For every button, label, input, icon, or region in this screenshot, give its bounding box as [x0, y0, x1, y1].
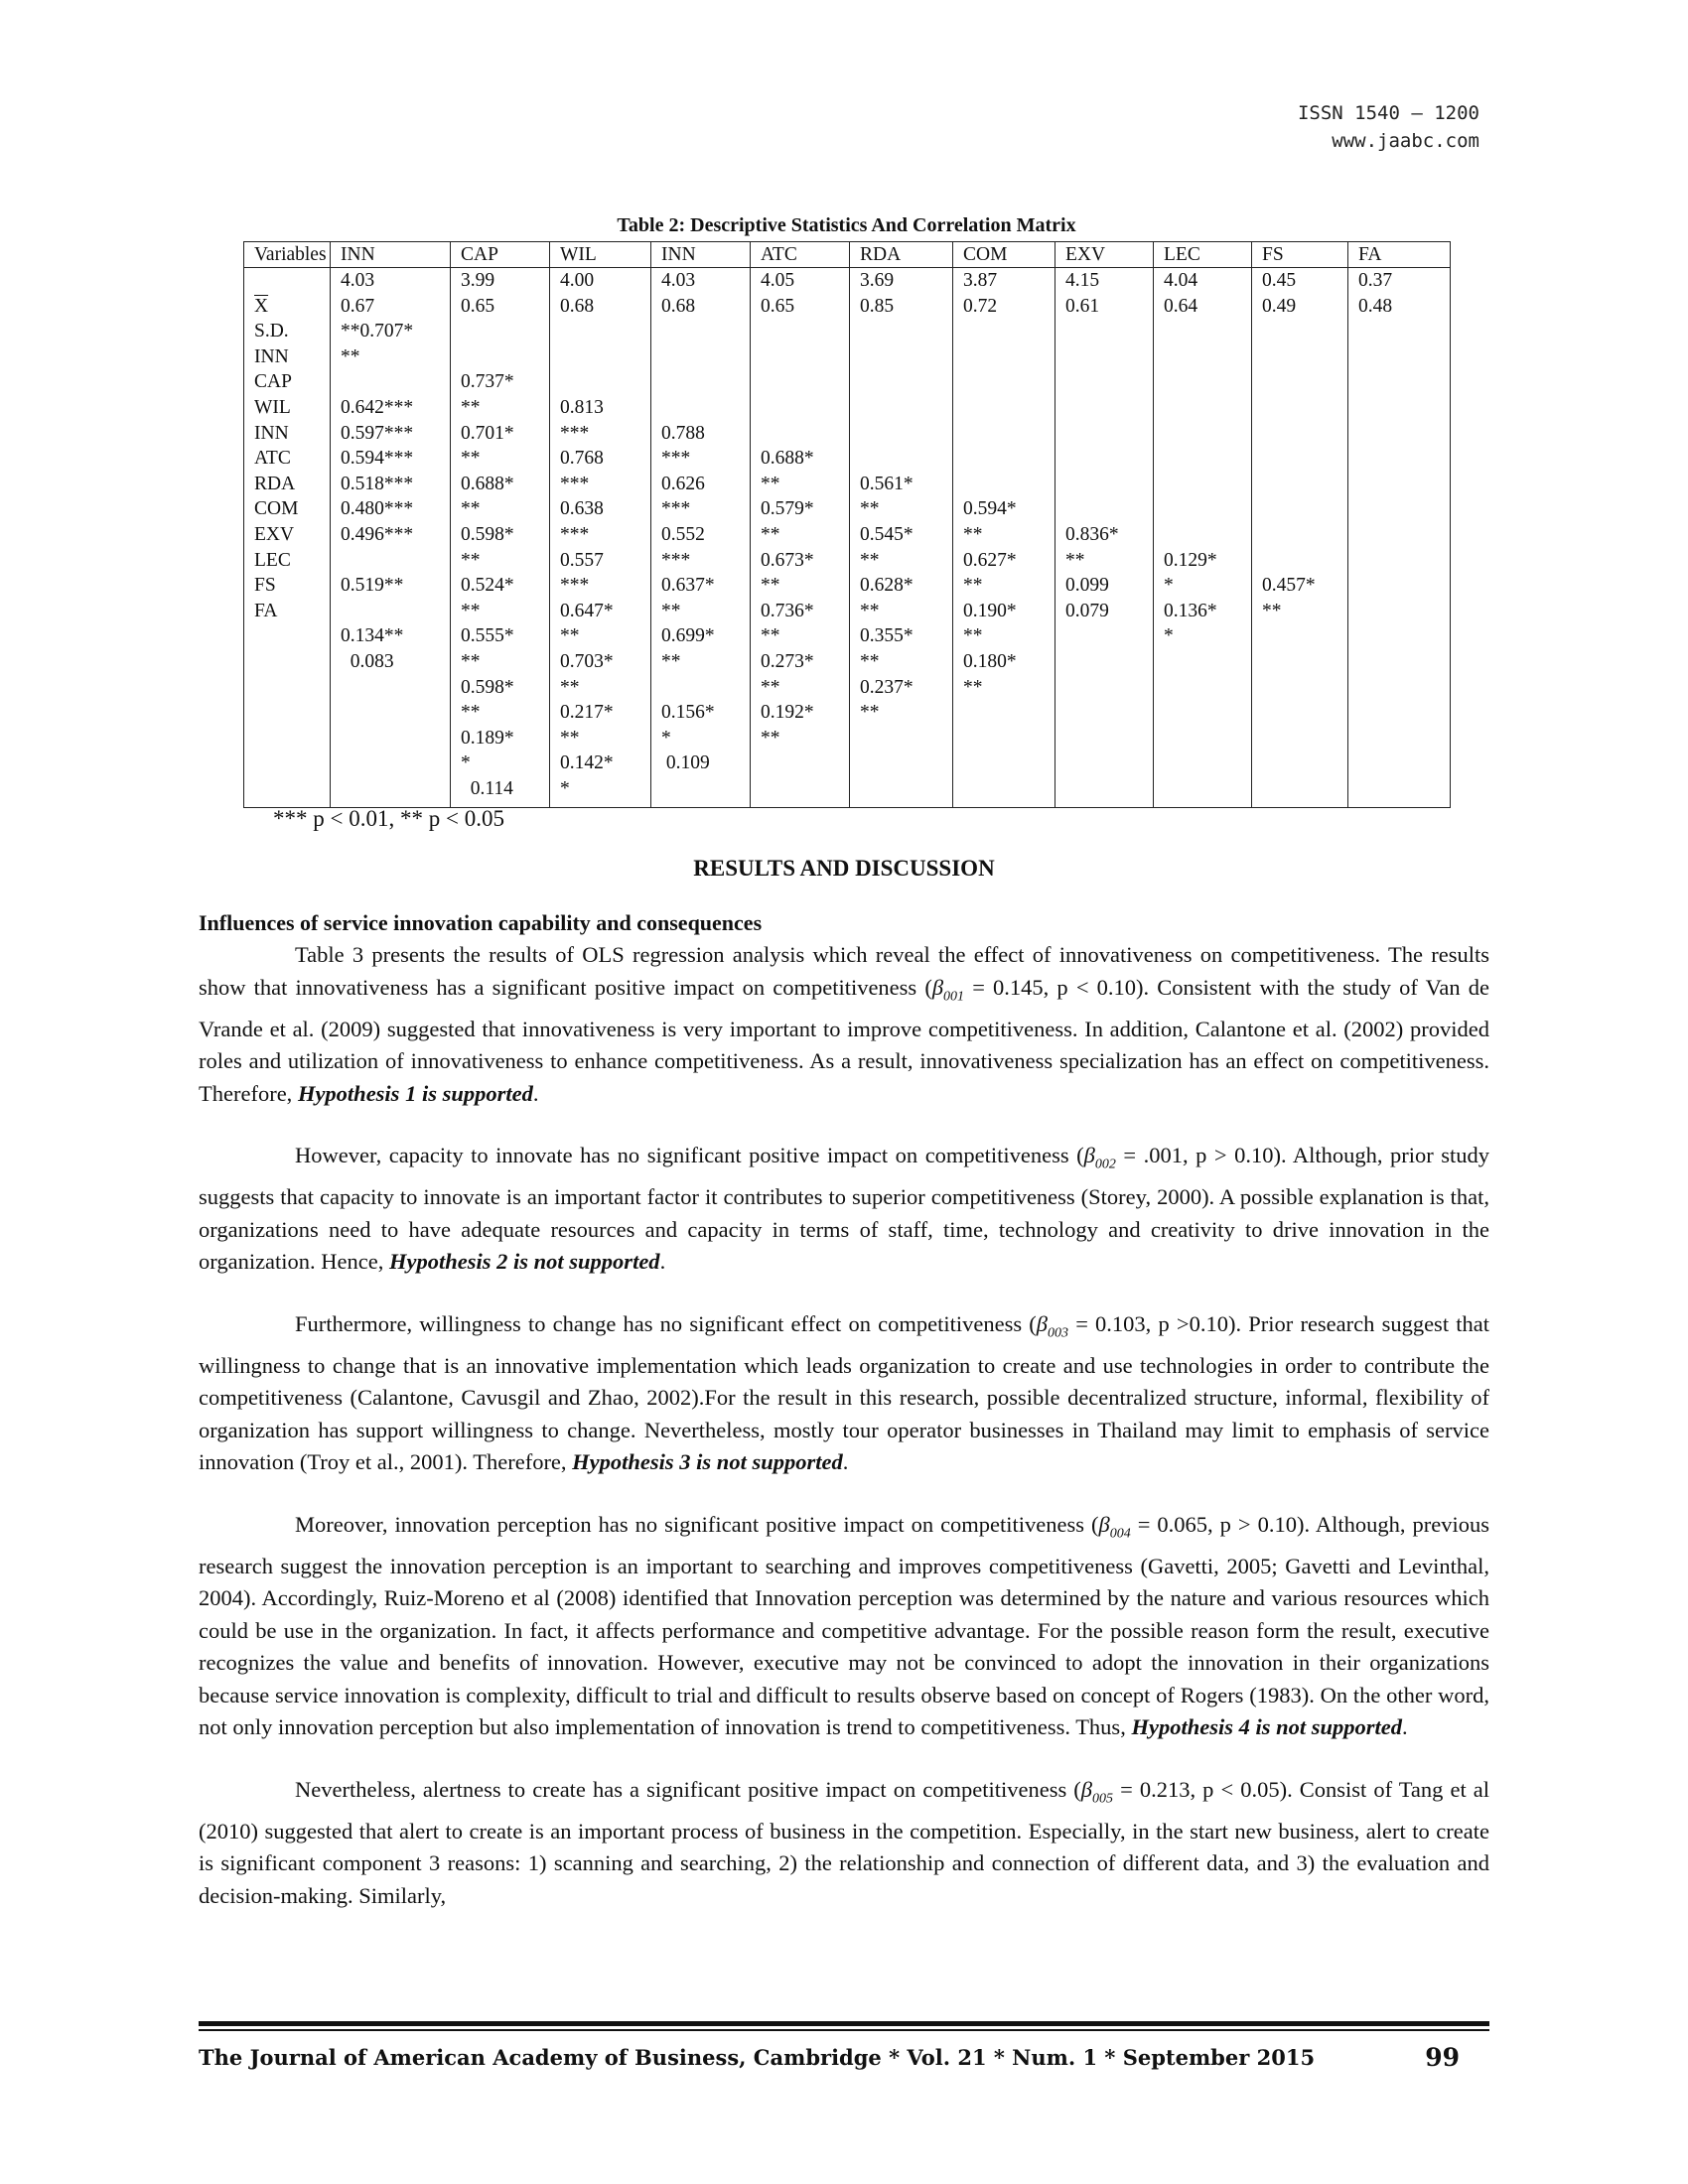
- table-value: **: [963, 575, 983, 597]
- table-value: [1262, 369, 1347, 395]
- table-value: 0.134**: [341, 625, 404, 647]
- beta-symbol: β: [1083, 1143, 1095, 1167]
- table-value: 0.190*: [963, 600, 1017, 621]
- correlation-table: [243, 241, 1451, 808]
- footer-journal: The Journal of American Academy of Business, Cambridge * Vol. 21 * Num. 1 * September 2015: [199, 2045, 1316, 2070]
- table-value: [1164, 395, 1251, 421]
- table-value: **: [461, 650, 481, 672]
- beta-subscript: 001: [943, 989, 965, 1004]
- table-value: **: [461, 448, 481, 470]
- table-footnote: *** p < 0.01, ** p < 0.05: [273, 806, 504, 831]
- table-value: *: [461, 752, 471, 774]
- table-value: **: [963, 625, 983, 647]
- body-text: [199, 939, 1489, 1942]
- paragraph-text: = 0.103, p >0.10). Prior research suggest that willingness to change that is an innovative implementation which leads organization to create and use technologies in order to contribute the competitiveness (Calantone, Cavusgil and Zhao, 2002).For the result in this research, possible decentralized structure, informal, flexibility of organization has support willingness to change. Nevertheless, mostly tour operator businesses in Thailand may limit to emphasis of service innovation (Troy et al., 2001). Therefore,: [199, 1310, 1489, 1474]
- table-value: **: [661, 600, 681, 621]
- table-value: 0.496***: [341, 523, 414, 545]
- table-value: [1065, 446, 1153, 472]
- table-value: [1262, 522, 1347, 548]
- table-value: 0.628*: [860, 575, 914, 597]
- table-column-cell: [850, 268, 953, 808]
- table-header-cell: ATC: [751, 242, 850, 268]
- table-value: ***: [661, 498, 691, 520]
- table-value: **: [860, 702, 880, 724]
- table-value: [661, 395, 750, 421]
- table-value: 3.87: [963, 270, 998, 291]
- table-value: **: [860, 600, 880, 621]
- table-value: 0.48: [1358, 295, 1393, 317]
- table-value: **: [860, 549, 880, 571]
- table-value: **: [461, 600, 481, 621]
- table-value: **: [461, 498, 481, 520]
- table-value: [661, 675, 750, 701]
- table-body-row: [244, 268, 1451, 808]
- table-value: [1164, 446, 1251, 472]
- table-value: [1164, 522, 1251, 548]
- table-value: 0.561*: [860, 473, 914, 494]
- table-header-cell: EXV: [1055, 242, 1154, 268]
- table-value: 0.598*: [461, 676, 514, 698]
- table-value: [560, 369, 650, 395]
- table-column-cell: [651, 268, 751, 808]
- row-label: FS: [254, 575, 276, 597]
- table-value: 0.189*: [461, 727, 514, 749]
- paragraph-text: .: [532, 1080, 539, 1106]
- beta-subscript: 002: [1094, 1157, 1116, 1172]
- table-value: [761, 369, 849, 395]
- table-value: 0.703*: [560, 650, 614, 672]
- table-value: 0.083: [341, 650, 394, 672]
- table-value: [560, 344, 650, 370]
- table-value: 0.701*: [461, 422, 514, 444]
- table-value: [1065, 319, 1153, 344]
- row-label: EXV: [254, 523, 295, 545]
- table-value: 0.518***: [341, 473, 414, 494]
- table-value: **: [761, 676, 780, 698]
- table-header-cell: CAP: [451, 242, 550, 268]
- row-label: CAP: [254, 371, 292, 393]
- table-value: [761, 344, 849, 370]
- paragraph-text: Moreover, innovation perception has no significant positive impact on competitiveness (: [295, 1511, 1099, 1537]
- table-value: 0.65: [461, 295, 495, 317]
- paragraph-1: [199, 939, 1489, 1110]
- table-value: 3.69: [860, 270, 895, 291]
- paragraph-text: Table 3 presents the results of OLS regression analysis which reveal the effect of innovativeness on competitiveness. The results show that innovativeness has a significant positive impact on competitiveness (: [199, 942, 1489, 1000]
- table-value: 0.480***: [341, 498, 414, 520]
- table-value: 0.355*: [860, 625, 914, 647]
- table-value: **: [761, 473, 780, 494]
- table-value: **: [661, 650, 681, 672]
- table-value: [1262, 446, 1347, 472]
- table-value: [341, 369, 450, 395]
- table-value: 0.768: [560, 448, 604, 470]
- table-value: [661, 319, 750, 344]
- row-label: FA: [254, 600, 278, 621]
- table-value: 0.68: [560, 295, 595, 317]
- table-value: **: [860, 498, 880, 520]
- table-column-cell: [1154, 268, 1252, 808]
- table-value: *: [560, 777, 570, 799]
- table-value: 0.688*: [761, 448, 814, 470]
- table-value: [1262, 319, 1347, 344]
- beta-symbol: β: [1098, 1511, 1110, 1537]
- table-value: 0.273*: [761, 650, 814, 672]
- table-column-cell: [331, 268, 451, 808]
- row-label: COM: [254, 498, 299, 520]
- table-value: [1065, 421, 1153, 447]
- table-value: [661, 369, 750, 395]
- table-value: [860, 395, 952, 421]
- row-label: LEC: [254, 549, 291, 571]
- table-value: 0.129*: [1164, 549, 1217, 571]
- footer-rule-thin: [199, 2029, 1489, 2031]
- table-value: 4.03: [661, 270, 696, 291]
- table-column-cell: [1055, 268, 1154, 808]
- table-value: 0.813: [560, 396, 604, 418]
- table-value: 0.557: [560, 549, 604, 571]
- table-value: 0.637*: [661, 575, 715, 597]
- table-value: [1262, 344, 1347, 370]
- table-header-cell: INN: [651, 242, 751, 268]
- table-value: **: [963, 523, 983, 545]
- table-value: 0.788: [661, 422, 705, 444]
- table-value: 0.594***: [341, 448, 414, 470]
- subsection-heading: Influences of service innovation capability and consequences: [199, 910, 763, 935]
- table-value: [560, 319, 650, 344]
- table-value: 0.85: [860, 295, 895, 317]
- page-number: 99: [1425, 2043, 1460, 2072]
- table-value: [1065, 496, 1153, 522]
- table-value: **: [1065, 549, 1085, 571]
- table-column-cell: [953, 268, 1055, 808]
- table-value: 0.156*: [661, 702, 715, 724]
- row-label: RDA: [254, 473, 296, 494]
- table-value: *: [1164, 575, 1174, 597]
- table-value: [963, 446, 1055, 472]
- table-value: [1262, 496, 1347, 522]
- paragraph-3: [199, 1308, 1489, 1479]
- table-value: **: [761, 575, 780, 597]
- table-value: 0.237*: [860, 676, 914, 698]
- table-value: 0.647*: [560, 600, 614, 621]
- table-value: ***: [560, 523, 590, 545]
- hypothesis-result: Hypothesis 2 is not supported: [389, 1249, 660, 1274]
- beta-symbol: β: [1036, 1310, 1049, 1336]
- table-value: 0.079: [1065, 600, 1109, 621]
- table-value: ***: [560, 473, 590, 494]
- table-value: 0.597***: [341, 422, 414, 444]
- table-value: ***: [560, 575, 590, 597]
- table-title: Table 2: Descriptive Statistics And Correlation Matrix: [617, 214, 1076, 236]
- paragraph-text: .: [842, 1449, 849, 1474]
- table-value: [461, 344, 549, 370]
- table-value: [1164, 344, 1251, 370]
- paragraph-5: [199, 1774, 1489, 1913]
- paragraph-text: Nevertheless, alertness to create has a significant positive impact on competitiveness (: [295, 1776, 1081, 1802]
- table-value: **: [761, 727, 780, 749]
- table-value: 0.642***: [341, 396, 414, 418]
- table-value: 0.598*: [461, 523, 514, 545]
- paragraph-text: = 0.145, p < 0.10). Consistent with the study of Van de Vrande et al. (2009) suggested that innovativeness is very important to improve competitiveness. In addition, Calantone et al. (2002) provided roles and utilization of innovativeness to enhance competitiveness. As a result, innovativeness specialization has an effect on competitiveness. Therefore,: [199, 974, 1489, 1106]
- table-value: **: [761, 523, 780, 545]
- row-label: INN: [254, 345, 289, 367]
- table-header-cell: FA: [1348, 242, 1451, 268]
- table-header-cell: INN: [331, 242, 451, 268]
- table-value: 0.594*: [963, 498, 1017, 520]
- table-value: **: [341, 345, 360, 367]
- table-value: **: [1262, 600, 1282, 621]
- table-value: 0.67: [341, 295, 375, 317]
- table-value: 0.192*: [761, 702, 814, 724]
- table-column-cell: [244, 268, 331, 808]
- journal-identifier: [1298, 99, 1479, 155]
- table-value: 0.68: [661, 295, 696, 317]
- table-value: [341, 599, 450, 624]
- table-value: [1065, 395, 1153, 421]
- table-value: [860, 344, 952, 370]
- table-value: 0.579*: [761, 498, 814, 520]
- table-value: 0.737*: [461, 371, 514, 393]
- table-value: 0.736*: [761, 600, 814, 621]
- table-value: 0.109: [661, 752, 710, 774]
- hypothesis-result: Hypothesis 1 is supported: [297, 1080, 533, 1106]
- table-value: [761, 395, 849, 421]
- table-value: [963, 395, 1055, 421]
- table-value: [1065, 472, 1153, 497]
- table-value: **: [461, 549, 481, 571]
- table-value: [1164, 421, 1251, 447]
- table-value: 0.136*: [1164, 600, 1217, 621]
- table-value: 0.524*: [461, 575, 514, 597]
- table-value: [1164, 319, 1251, 344]
- row-label: [254, 268, 330, 294]
- table-value: 0.180*: [963, 650, 1017, 672]
- table-value: [860, 369, 952, 395]
- row-label: INN: [254, 422, 289, 444]
- table-header-cell: FS: [1252, 242, 1348, 268]
- paragraph-text: Furthermore, willingness to change has no significant effect on competitiveness (: [295, 1310, 1037, 1336]
- hypothesis-result: Hypothesis 4 is not supported: [1131, 1714, 1402, 1739]
- table-value: **: [560, 625, 580, 647]
- table-value: **0.707*: [341, 321, 414, 342]
- table-value: [860, 319, 952, 344]
- paragraph-2: [199, 1140, 1489, 1279]
- table-value: 0.627*: [963, 549, 1017, 571]
- table-header-cell: RDA: [850, 242, 953, 268]
- table-value: 4.05: [761, 270, 795, 291]
- table-value: 0.626: [661, 473, 705, 494]
- table-value: 0.64: [1164, 295, 1198, 317]
- paragraph-text: .: [659, 1249, 666, 1274]
- row-label: $\overline{X}$: [254, 295, 269, 317]
- table-value: 0.37: [1358, 270, 1393, 291]
- beta-symbol: β: [931, 974, 944, 1000]
- table-value: 0.638: [560, 498, 604, 520]
- table-value: ***: [661, 448, 691, 470]
- table-column-cell: [550, 268, 651, 808]
- table-value: [661, 344, 750, 370]
- table-value: [1164, 472, 1251, 497]
- table-value: **: [560, 727, 580, 749]
- table-value: 0.699*: [661, 625, 715, 647]
- table-value: [341, 548, 450, 574]
- table-value: [761, 421, 849, 447]
- table-value: [1065, 344, 1153, 370]
- table-value: [860, 446, 952, 472]
- table-value: [761, 319, 849, 344]
- row-label: WIL: [254, 396, 291, 418]
- table-value: **: [761, 625, 780, 647]
- table-value: *: [1164, 625, 1174, 647]
- table-value: [963, 421, 1055, 447]
- table-value: ***: [661, 549, 691, 571]
- table-value: 4.03: [341, 270, 375, 291]
- table-value: [963, 344, 1055, 370]
- website-text: www.jaabc.com: [1332, 130, 1479, 152]
- table-value: 0.217*: [560, 702, 614, 724]
- paragraph-text: = 0.065, p > 0.10). Although, previous research suggest the innovation perception is an important to searching and improves competitiveness (Gavetti, 2005; Gavetti and Levinthal, 2004). Accordingly, Ruiz-Moreno et al (2008) identified that Innovation perception was determined by the nature and various resources which could be use in the organization. In fact, it affects performance and competitive advantage. For the possible reason form the result, executive recognizes the value and benefits of innovation. However, executive may not be convinced to adopt the innovation in their organizations because service innovation is complexity, difficult to trial and difficult to results observe based on concept of Rogers (1983). On the other word, not only innovation perception but also implementation of innovation is trend to competitiveness. Thus,: [199, 1511, 1489, 1739]
- table-value: ***: [560, 422, 590, 444]
- table-value: 0.457*: [1262, 575, 1316, 597]
- table-value: **: [860, 650, 880, 672]
- table-value: *: [661, 727, 671, 749]
- table-value: [963, 472, 1055, 497]
- table-value: [963, 369, 1055, 395]
- table-value: [1262, 548, 1347, 574]
- table-value: [1065, 369, 1153, 395]
- table-value: 0.555*: [461, 625, 514, 647]
- paragraph-text: = .001, p > 0.10). Although, prior study suggests that capacity to innovate is an important factor it contributes to superior competitiveness (Storey, 2000). A possible explanation is that, organizations need to have adequate resources and capacity in terms of staff, time, technology and creativity to drive innovation in the organization. Hence,: [199, 1143, 1490, 1274]
- beta-symbol: β: [1080, 1776, 1093, 1802]
- table-column-cell: [1252, 268, 1348, 808]
- table-value: 4.00: [560, 270, 595, 291]
- table-value: 0.545*: [860, 523, 914, 545]
- beta-subscript: 003: [1048, 1325, 1069, 1340]
- section-heading: RESULTS AND DISCUSSION: [693, 856, 995, 881]
- table-header-cell: LEC: [1154, 242, 1252, 268]
- paragraph-text: .: [1402, 1714, 1408, 1739]
- table-value: 0.552: [661, 523, 705, 545]
- table-header-cell: WIL: [550, 242, 651, 268]
- paragraph-text: However, capacity to innovate has no significant positive impact on competitiveness (: [295, 1143, 1084, 1167]
- table-value: 0.65: [761, 295, 795, 317]
- table-value: 0.142*: [560, 752, 614, 774]
- table-value: 0.49: [1262, 295, 1297, 317]
- table-value: [1262, 472, 1347, 497]
- table-value: [860, 421, 952, 447]
- table-value: 0.61: [1065, 295, 1100, 317]
- table-value: 0.519**: [341, 575, 404, 597]
- table-value: **: [461, 702, 481, 724]
- row-label: S.D.: [254, 321, 289, 342]
- table-value: 0.836*: [1065, 523, 1119, 545]
- table-value: 0.673*: [761, 549, 814, 571]
- beta-subscript: 004: [1109, 1526, 1131, 1541]
- table-value: 3.99: [461, 270, 495, 291]
- table-header-cell: Variables: [244, 242, 331, 268]
- paragraph-4: [199, 1509, 1489, 1744]
- table-column-cell: [451, 268, 550, 808]
- table-header-cell: COM: [953, 242, 1055, 268]
- table-value: 0.45: [1262, 270, 1297, 291]
- table-value: 0.099: [1065, 575, 1109, 597]
- table-value: **: [963, 676, 983, 698]
- row-label: ATC: [254, 448, 291, 470]
- table-value: 0.114: [461, 777, 513, 799]
- table-value: [1164, 369, 1251, 395]
- table-value: [1164, 496, 1251, 522]
- table-value: **: [461, 396, 481, 418]
- table-column-cell: [751, 268, 850, 808]
- table-value: 4.15: [1065, 270, 1100, 291]
- footer-rule: [199, 2021, 1489, 2026]
- table-header-row: [244, 242, 1451, 268]
- hypothesis-result: Hypothesis 3 is not supported: [572, 1449, 843, 1474]
- paragraph-text: = 0.213, p < 0.05). Consist of Tang et al (2010) suggested that alert to create is an important process of business in the competition. Especially, in the start new business, alert to create is significant component 3 reasons: 1) scanning and searching, 2) the relationship and connection of different data, and 3) the evaluation and decision-making. Similarly,: [199, 1776, 1489, 1908]
- table-value: 0.688*: [461, 473, 514, 494]
- table-value: **: [560, 676, 580, 698]
- table-column-cell: [1348, 268, 1451, 808]
- table-value: [461, 319, 549, 344]
- beta-subscript: 005: [1092, 1791, 1114, 1806]
- issn-text: ISSN 1540 – 1200: [1297, 102, 1479, 124]
- table-value: [1262, 421, 1347, 447]
- table-value: [1262, 395, 1347, 421]
- table-value: 4.04: [1164, 270, 1198, 291]
- table-value: [963, 319, 1055, 344]
- table-value: 0.72: [963, 295, 998, 317]
